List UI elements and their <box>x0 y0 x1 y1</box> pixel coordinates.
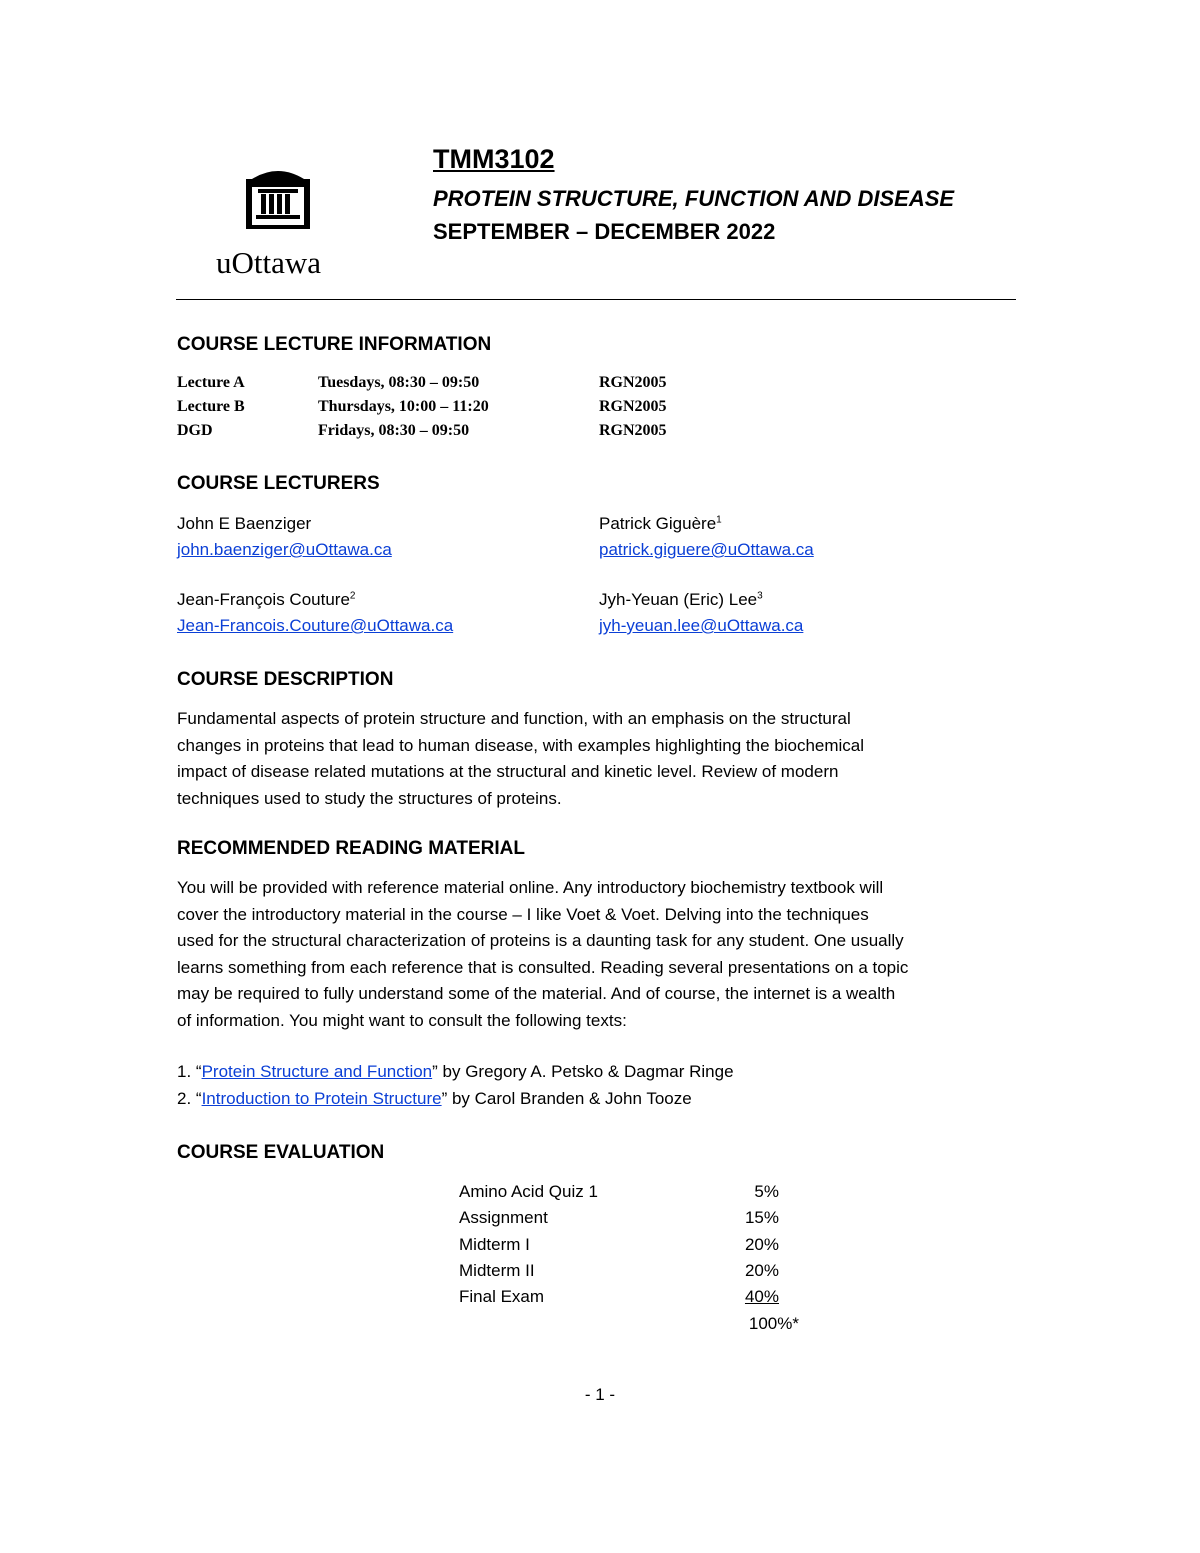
paragraph-line: used for the structural characterization of proteins is a daunting task for any student. One usually <box>177 931 904 951</box>
lecturers-heading: COURSE LECTURERS <box>177 473 380 494</box>
lecturer-name-text: Patrick Giguère <box>599 514 717 533</box>
lecture-name: DGD <box>177 422 213 439</box>
lecturer-name <box>177 514 311 534</box>
header-divider <box>176 299 1016 300</box>
evaluation-total: 100%* <box>748 1314 799 1333</box>
lecture-room: RGN2005 <box>599 422 667 439</box>
lecturer-name <box>599 590 763 610</box>
paragraph-line: changes in proteins that lead to human disease, with examples highlighting the biochemical <box>177 735 865 755</box>
description-paragraph <box>177 706 1027 812</box>
book-item <box>177 1062 734 1082</box>
paragraph-line: techniques used to study the structures of proteins. <box>177 788 562 808</box>
paragraph-line: of information. You might want to consult the following texts: <box>177 1010 627 1030</box>
lecturer-footnote: 2 <box>349 590 356 602</box>
description-heading: COURSE DESCRIPTION <box>177 669 394 690</box>
book-title-link[interactable]: Introduction to Protein Structure <box>201 1089 442 1108</box>
logo-wordmark: uOttawa <box>216 245 322 280</box>
lecturer-email-link[interactable]: patrick.giguere@uOttawa.ca <box>599 540 814 559</box>
lecture-info-heading: COURSE LECTURE INFORMATION <box>177 334 492 355</box>
evaluation-percent: 15% <box>744 1208 779 1227</box>
evaluation-label: Assignment <box>459 1208 548 1227</box>
paragraph-line: Fundamental aspects of protein structure and function, with an emphasis on the structural <box>177 709 851 728</box>
university-building-icon <box>246 165 310 229</box>
evaluation-percent: 20% <box>744 1261 779 1280</box>
evaluation-row <box>459 1182 779 1208</box>
evaluation-percent: 40% <box>744 1287 779 1306</box>
paragraph-line: may be required to fully understand some of the material. And of course, the internet is a wealth <box>177 984 896 1004</box>
evaluation-label: Midterm I <box>459 1235 530 1254</box>
lecturer-footnote: 1 <box>716 514 722 526</box>
course-title: PROTEIN STRUCTURE, FUNCTION AND DISEASE <box>433 186 955 211</box>
lecture-room: RGN2005 <box>599 374 667 391</box>
evaluation-label: Amino Acid Quiz 1 <box>459 1182 598 1201</box>
lecturer-email[interactable] <box>599 540 814 560</box>
evaluation-heading: COURSE EVALUATION <box>177 1142 385 1163</box>
lecturer-email-link[interactable]: john.baenziger@uOttawa.ca <box>177 540 392 559</box>
university-logo <box>208 165 348 280</box>
lecture-time: Thursdays, 10:00 – 11:20 <box>318 398 489 415</box>
paragraph-line: impact of disease related mutations at the structural and kinetic level. Review of modern <box>177 762 839 782</box>
evaluation-row <box>459 1208 779 1234</box>
lecture-name: Lecture A <box>177 374 245 391</box>
evaluation-label: Final Exam <box>459 1287 545 1306</box>
lecturer-email[interactable] <box>177 616 453 636</box>
book-prefix: 1. “ <box>177 1062 202 1081</box>
evaluation-row <box>459 1261 779 1287</box>
book-item <box>177 1089 692 1109</box>
lecturer-name <box>599 514 722 534</box>
book-suffix: ” by Carol Branden & John Tooze <box>441 1089 692 1108</box>
lecturer-name-text: Jean-François Couture <box>177 590 350 609</box>
lecture-room: RGN2005 <box>599 398 667 415</box>
evaluation-row <box>459 1235 779 1261</box>
course-code: TMM3102 <box>433 144 555 174</box>
lecture-time: Fridays, 08:30 – 09:50 <box>318 422 470 439</box>
course-term: SEPTEMBER – DECEMBER 2022 <box>433 219 776 244</box>
lecturer-email[interactable] <box>177 540 392 560</box>
paragraph-line: cover the introductory material in the course – I like Voet & Voet. Delving into the techniques <box>177 904 869 924</box>
lecture-name: Lecture B <box>177 398 245 415</box>
evaluation-percent: 20% <box>744 1235 779 1254</box>
paragraph-line: learns something from each reference that is consulted. Reading several presentations on a topic <box>177 957 909 977</box>
reading-heading: RECOMMENDED READING MATERIAL <box>177 838 525 859</box>
lecturer-name-text: Jyh-Yeuan (Eric) Lee <box>599 590 758 609</box>
page-number: - 1 - <box>584 1385 616 1404</box>
evaluation-total-row <box>459 1314 799 1340</box>
book-title-link[interactable]: Protein Structure and Function <box>201 1062 433 1081</box>
lecturer-footnote: 3 <box>757 590 763 602</box>
paragraph-line: You will be provided with reference material online. Any introductory biochemistry textbook will <box>177 878 884 897</box>
reading-paragraph <box>177 875 1027 1035</box>
evaluation-label: Midterm II <box>459 1261 535 1280</box>
lecture-time: Tuesdays, 08:30 – 09:50 <box>318 374 480 391</box>
lecturer-name <box>177 590 355 610</box>
lecturer-name-text: John E Baenziger <box>177 514 312 533</box>
lecturer-email[interactable] <box>599 616 803 636</box>
book-prefix: 2. “ <box>177 1089 202 1108</box>
book-suffix: ” by Gregory A. Petsko & Dagmar Ringe <box>432 1062 734 1081</box>
lecturer-email-link[interactable]: Jean-Francois.Couture@uOttawa.ca <box>177 616 454 635</box>
evaluation-percent: 5% <box>754 1182 779 1201</box>
lecturer-email-link[interactable]: jyh-yeuan.lee@uOttawa.ca <box>599 616 804 635</box>
evaluation-row <box>459 1287 779 1313</box>
